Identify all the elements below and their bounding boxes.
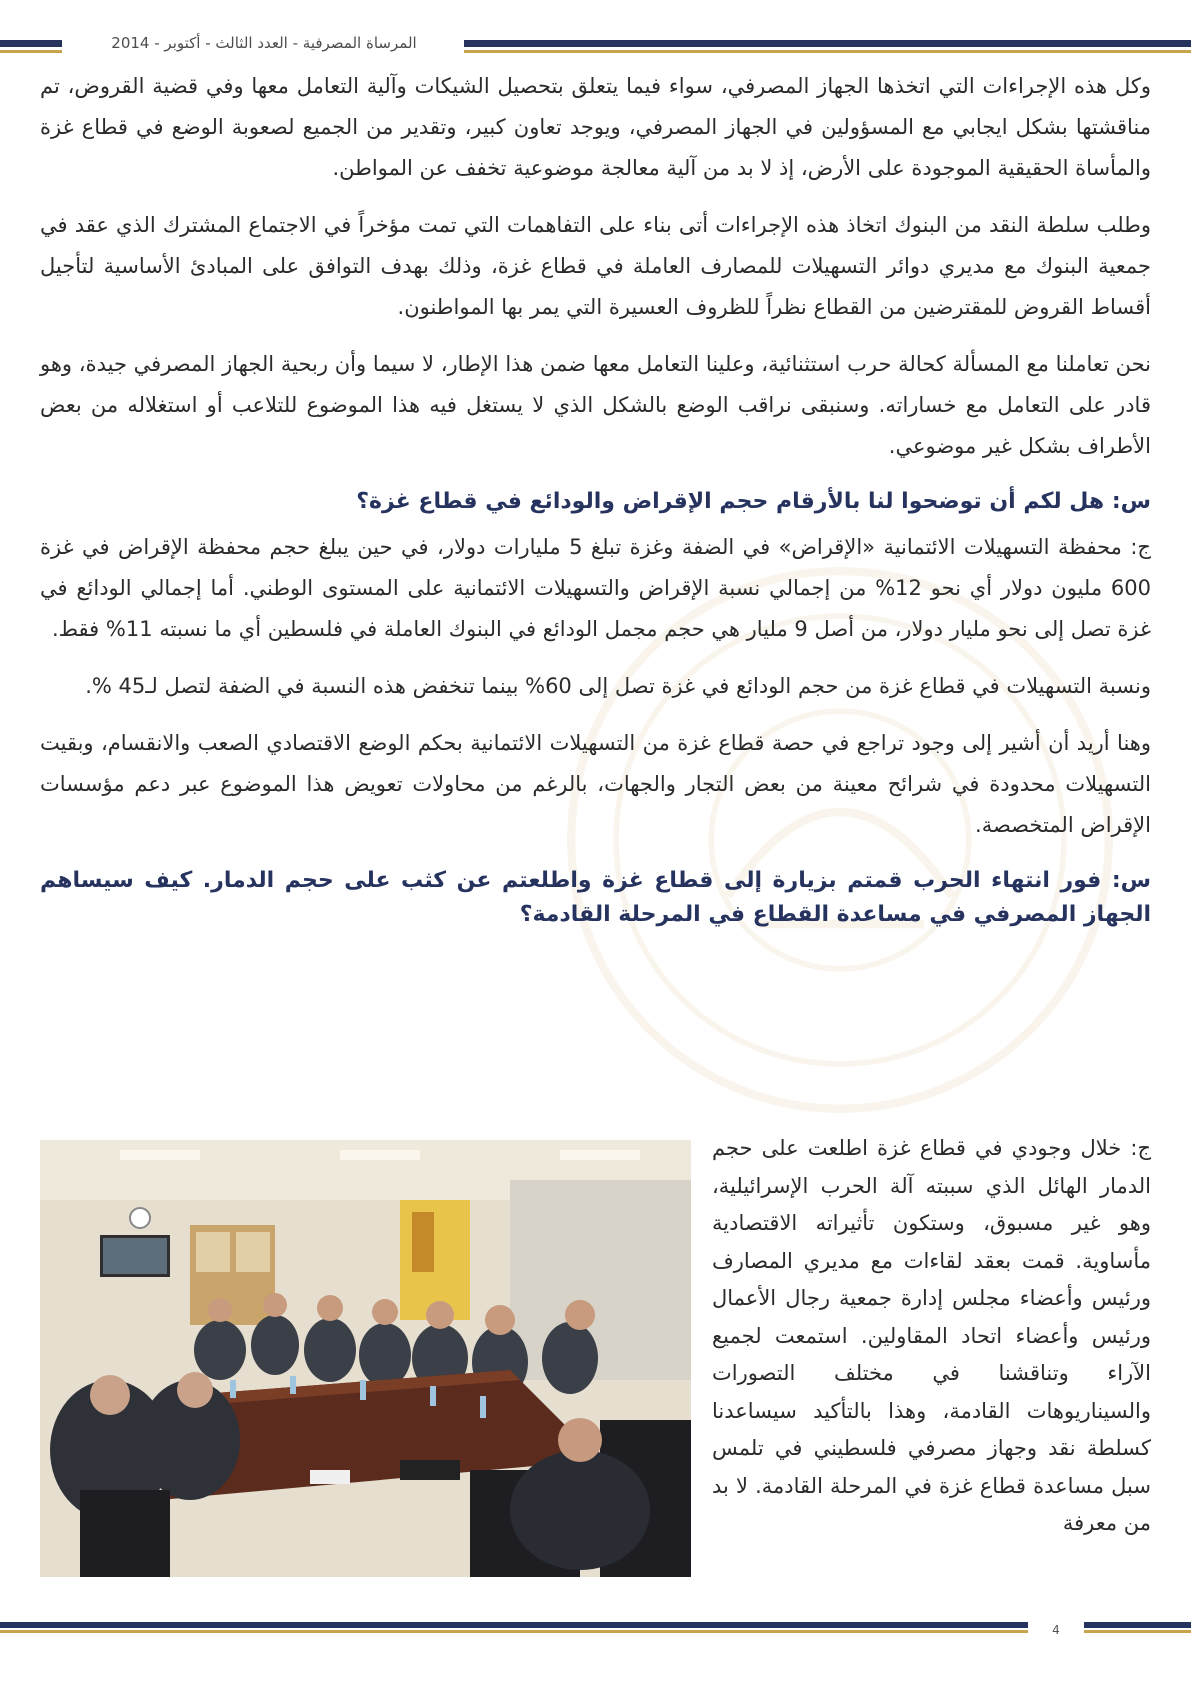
answer-1-paragraph-1: ج: محفظة التسهيلات الائتمانية «الإقراض» في الضفة وغزة تبلغ 5 مليارات دولار، في حين يبلغ حجم محفظة الإقراض في غزة 600 مليون دولار أي نحو 12% من إجمالي نسبة الإقراض والتسهيلات الائتمانية على المستوى الوطني. أما إجمالي الودائع في غزة تصل إلى نحو مليار دولار، من أصل 9 مليار هي حجم مجمل الودائع في البنوك العاملة في فلسطين أي ما نسبته 11% فقط. <box>40 535 1151 641</box>
footer-gold-band <box>0 1630 1191 1633</box>
photo-section <box>40 1130 1151 1600</box>
publication-title: المرساة المصرفية - العدد الثالث - أكتوبر - 2014 <box>111 34 417 52</box>
answer-1-paragraph-2: ونسبة التسهيلات في قطاع غزة من حجم الودائع في غزة تصل إلى 60% بينما تنخفض هذه النسبة في الضفة لتصل لـ45 %. <box>85 674 1151 698</box>
question-2: س: فور انتهاء الحرب قمتم بزيارة إلى قطاع غزة واطلعتم عن كثب على حجم الدمار. كيف سيساهم الجهاز المصرفي في مساعدة القطاع في المرحلة القادمة؟ <box>40 868 1151 927</box>
answer-1-paragraph-3: وهنا أريد أن أشير إلى وجود تراجع في حصة قطاع غزة من التسهيلات الائتمانية بحكم الوضع الاقتصادي الصعب والانقسام، وبقيت التسهيلات محدودة في شرائح معينة من بعض التجار والجهات، بالرغم من محاولات تعويض هذا الموضوع عبر دعم مؤسسات الإقراض المتخصصة. <box>40 731 1151 837</box>
meeting-photo-illustration <box>40 1140 691 1577</box>
header-band-left <box>0 40 62 47</box>
article-body <box>40 66 1151 940</box>
paragraph-3: نحن تعاملنا مع المسألة كحالة حرب استثنائية، وعلينا التعامل معها ضمن هذا الإطار، لا سيما وأن ربحية الجهاز المصرفي جيدة، وهو قادر على التعامل مع خساراته. وسنبقى نراقب الوضع بالشكل الذي لا يستغل فيه هذا الموضوع للتلاعب أو استغلاله من بعض الأطراف بشكل غير موضوعي. <box>40 352 1151 458</box>
meeting-photo <box>40 1140 691 1577</box>
paragraph-2: وطلب سلطة النقد من البنوك اتخاذ هذه الإجراءات أتى بناء على التفاهمات التي تمت مؤخراً في الاجتماع المشترك الذي عقد في جمعية البنوك مع مديري دوائر التسهيلات للمصارف العاملة في قطاع غزة، وذلك بهدف التوافق على المبادئ الأساسية لتأجيل أقساط القروض للمقترضين من القطاع نظراً للظروف العسيرة التي يمر بها المواطنون. <box>40 213 1151 319</box>
paragraph-1: وكل هذه الإجراءات التي اتخذها الجهاز المصرفي، سواء فيما يتعلق بتحصيل الشيكات وآلية التعامل معها وفي قضية القروض، تم مناقشتها بشكل ايجابي مع المسؤولين في الجهاز المصرفي، ويوجد تعاون كبير، وتقدير من الجميع لصعوبة الوضع في قطاع غزة والمأساة الحقيقية الموجودة على الأرض، إذ لا بد من آلية معالجة موضوعية تخفف عن المواطن. <box>40 74 1151 180</box>
footer-band <box>0 1622 1191 1628</box>
page-number: 4 <box>1028 1622 1084 1640</box>
page-header <box>0 30 1191 58</box>
header-gold-right <box>464 50 1191 53</box>
answer-2: ج: خلال وجودي في قطاع غزة اطلعت على حجم الدمار الهائل الذي سببته آلة الحرب الإسرائيلية، وهو غير مسبوق، وستكون تأثيراته الاقتصادية مأساوية. قمت بعقد لقاءات مع مديري المصارف ورئيس وأعضاء مجلس إدارة جمعية رجال الأعمال ورئيس وأعضاء اتحاد المقاولين. استمعت لجميع الآراء وتناقشنا في مختلف التصورات والسيناريوهات القادمة، وهذا بالتأكيد سيساعدنا كسلطة نقد وجهاز مصرفي فلسطيني في تلمس سبل مساعدة قطاع غزة في المرحلة القادمة. لا بد من معرفة <box>712 1136 1151 1535</box>
question-1: س: هل لكم أن توضحوا لنا بالأرقام حجم الإقراض والودائع في قطاع غزة؟ <box>356 489 1151 514</box>
header-gold-left <box>0 50 62 53</box>
page-footer <box>0 1622 1191 1652</box>
header-band-right <box>464 40 1191 47</box>
